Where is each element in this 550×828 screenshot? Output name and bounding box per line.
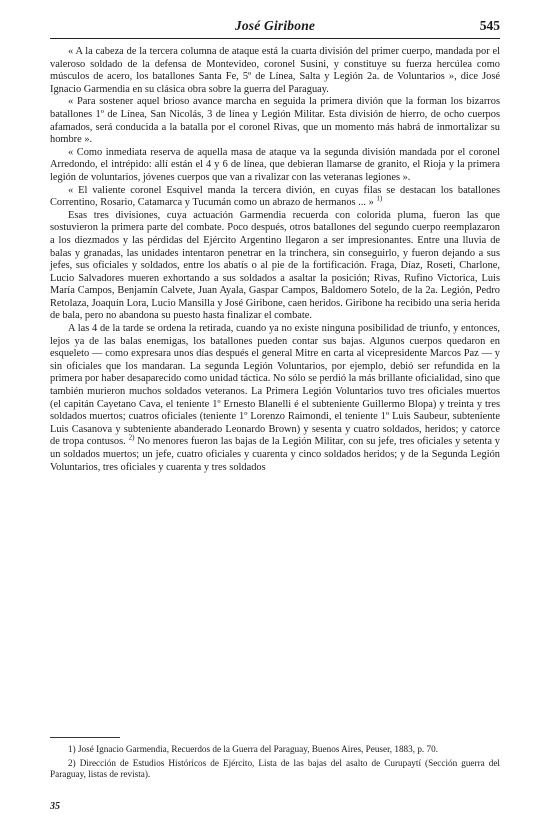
paragraph-5: Esas tres divisiones, cuya actuación Garmendia recuerda con colorida pluma, fueron las que sostuvieron la primera parte del combate. Poco después, otros batallones del segundo cuerpo reemplazaron a los diezmados y las pérdidas del Ejército Argentino llegaron a ser impresionantes. Entre una lluvia de balas y granadas, las unidades intentaron penetrar en la trinchera, sin conseguirlo, y fueron dejando a sus jefes, sus oficiales y soldados, entre los abatís o al pie de la fortificación. Fraga, Díaz, Roseti, Charlone, Lucio Salvadores mueren exhortando a sus soldados a asaltar la posición; Rivas, Rufino Victorica, Luis María Campos, Benjamín Calvete, Juan Ayala, Gaspar Campos, Baldomero Sotelo, de la 2a. Legión, Pedro Retolaza, Joaquín Lora, Lucio Mansilla y José Giribone, caen heridos. Giribone ha recibido una seria herida de bala, pero no abandona su puesto hasta finalizar el combate. xyxy=(50,209,500,322)
paragraph-4-text: « El valiente coronel Esquivel manda la tercera divión, en cuyas filas se destacan los batallones Correntino, Rosario, Catamarca y Tucumán como un abrazo de hermanos ... » xyxy=(50,184,500,209)
running-head: José Giribone xyxy=(234,18,316,33)
paragraph-1: « A la cabeza de la tercera columna de ataque está la cuarta división del primer cuerpo, mandada por el valeroso soldado de la defensa de Montevideo, coronel Susini, y constituye su fuerza hercúlea como músculos de acero, los batallones Santa Fe, 5º de Línea, Salta y Legión 2a. de Voluntarios », dice José Ignacio Garmendia en su clásica obra sobre la guerra del Paraguay. xyxy=(50,46,500,95)
paragraph-6-text: A las 4 de la tarde se ordena la retirada, cuando ya no existe ninguna posibilidad de triunfo, y entonces, lejos ya de las balas enemigas, los batallones pueden contar sus bajas. Algunos cuerpos quedaron en esqueleto — como expresara unos días después el general Mitre en carta al vicepresidente Marcos Paz — y sin oficiales que los mandaran. La segunda Legión Voluntarios, por ejemplo, debió ser refundida en la primera por haber desaparecido como unidad táctica. No sólo se perdió la más brillante oficialidad, sino que también murieron muchos soldados veteranos. La Primera Legión Voluntarios tuvo tres oficiales muertos (el capitán Cayetano Cava, el teniente 1º Ernesto Blanelli é el subteniente Guillermo Blopa) y treinta y tres soldados muertos; cuatros oficiales (teniente 1º Lorenzo Raimondi, el teniente 1º Luis Saubeur, subteniente Luis Casanova y subteniente abanderado Leonardo Brown) y sesenta y cuatro soldados, heridos; y catorce de tropa contusos. xyxy=(50,323,500,448)
footnote-ref-1: 1) xyxy=(376,194,383,203)
footnote-ref-2: 2) xyxy=(128,433,135,442)
body-text xyxy=(50,46,500,474)
paragraph-2: « Para sostener aquel brioso avance marcha en seguida la primera divión que la forman los bizarros batallones 1º de Línea, San Nicolás, 3 de línea y Legión Militar. Esta división de hierro, de ocho cuerpos afamados, será conducida a la batalla por el coronel Rivas, que un momento más habrá de inmortalizar su hombre ». xyxy=(50,96,500,146)
paragraph-3: « Como inmediata reserva de aquella masa de ataque va la segunda división mandada por el coronel Arredondo, el intrépido: allí están el 4 y 6 de línea, que debieran llamarse de granito, el Rioja y la primera legión de voluntarios, jóvenes cuerpos que van a rivalizar con las veteranas legiones ». xyxy=(50,146,500,183)
paragraph-4 xyxy=(50,185,500,210)
page-number: 545 xyxy=(479,18,500,33)
footnotes xyxy=(50,744,500,783)
paragraph-6-continuation: No menores fueron las bajas de la Legión Militar, con su jefe, tres oficiales y setenta y un soldados muertos; un jefe, cuatro oficiales y cuarenta y cinco soldados heridos; y de la Segunda Legión Voluntarios, tres oficiales y cuarenta y tres soldados xyxy=(50,436,500,473)
footnote-divider xyxy=(50,737,120,738)
paragraph-6 xyxy=(50,323,500,474)
footnote-2: 2) Dirección de Estudios Históricos de Ejército, Lista de las bajas del asalto de Curupaytí (Sección guerra del Paraguay, listas de revista). xyxy=(50,757,500,780)
signature-mark: 35 xyxy=(50,801,60,812)
footnote-1: 1) José Ignacio Garmendia, Recuerdos de la Guerra del Paraguay, Buenos Aires, Peuser, 1883, p. 70. xyxy=(68,744,439,754)
page-header xyxy=(50,16,500,39)
